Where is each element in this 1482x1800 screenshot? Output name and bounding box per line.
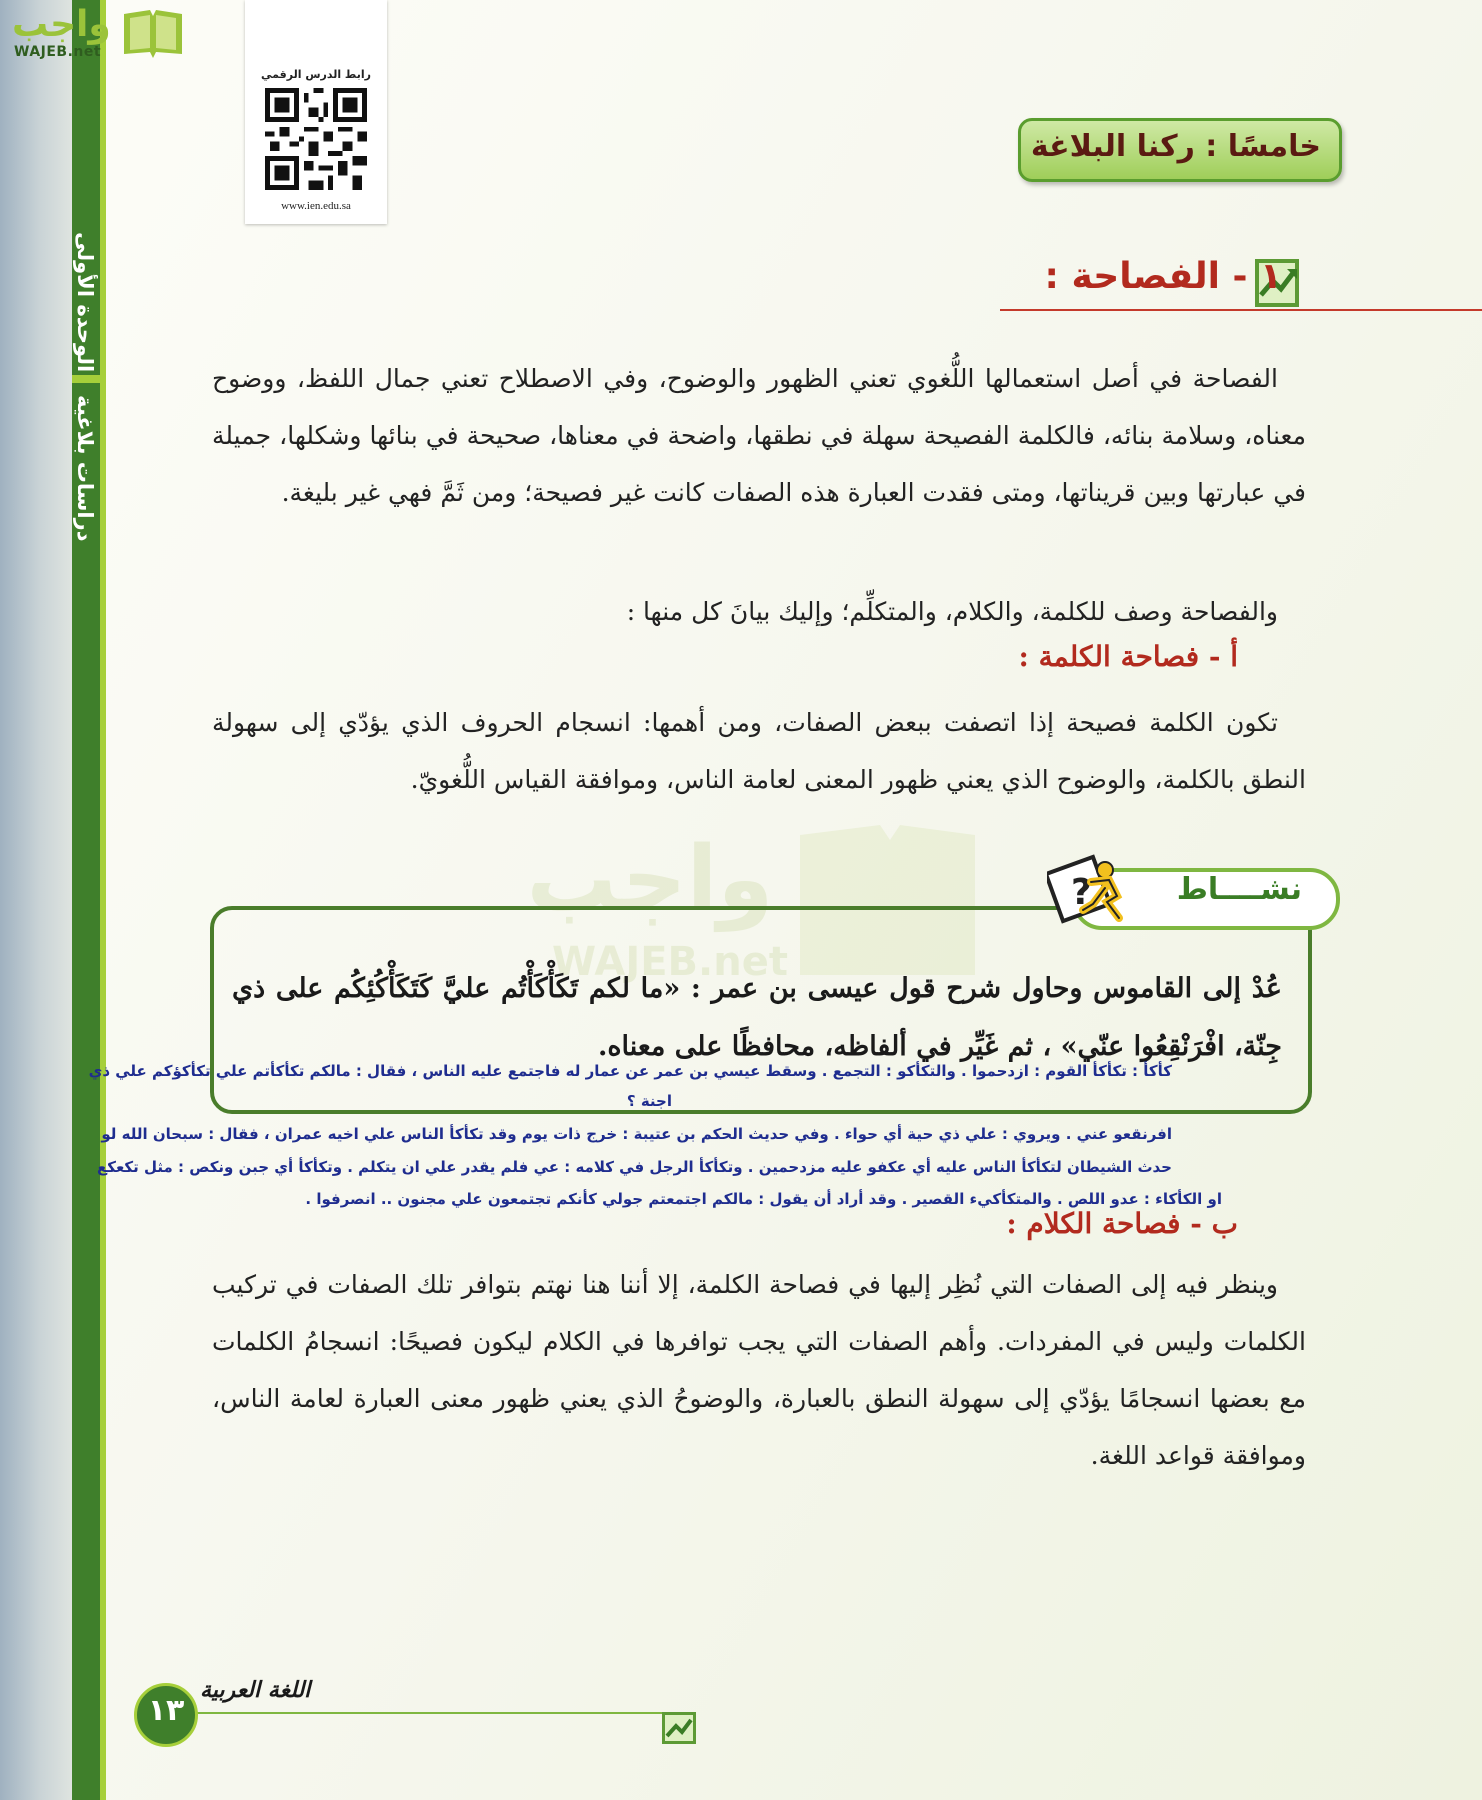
note-line-4: حدث الشيطان لتكأكأ الناس عليه أي عكفو عليه مزدحمين . وتكأكأ الرجل في كلامه : عي فلم يقدر علي ان يتكلم . وتكأكأ أي جبن ونكص : مثل تكعكع: [96, 1158, 1172, 1176]
footer-trend-icon: [660, 1708, 700, 1748]
speech-fasaha-paragraph: وينظر فيه إلى الصفات التي نُظِر إليها في فصاحة الكلمة، إلا أننا هنا نهتم بتوافر تلك الصفات في تركيب الكلمات وليس في المفردات. وأهم الصفات التي يجب توافرها في الكلام ليكون فصيحًا: انسجامُ الكلمات مع بعضها انسجامًا يؤدّي إلى سهولة النطق بالعبارة، والوضوحُ الذي يعني ظهور معنى العبارة لعامة الناس، وموافقة قواعد اللغة.: [212, 1270, 1306, 1470]
activity-text: عُدْ إلى القاموس وحاول شرح قول عيسى بن عمر : «ما لكم تَكَأْكَأْتُم عليَّ كَتَكَأْكُئِكُم على ذي جِنّة، افْرَنْقِعُوا عنّي» ، ثم غَيِّر في ألفاظه، محافظًا على معناه.: [232, 973, 1282, 1062]
svg-text:?: ?: [1071, 872, 1092, 913]
logo-latin: WAJEB.net: [14, 44, 102, 60]
qr-title: رابط الدرس الرقمي: [261, 68, 371, 81]
heading-underline: [1000, 309, 1482, 311]
subheading-word-fasaha: أ - فصاحة الكلمة :: [1018, 640, 1238, 673]
intro-paragraph-2: والفصاحة وصف للكلمة، والكلام، والمتكلِّم؛ وإليك بيانَ كل منها :: [626, 597, 1278, 626]
section-label: دراسات بلاغية: [73, 395, 97, 542]
unit-label: الوحدة الأولى: [73, 232, 97, 373]
footer-line: [190, 1712, 670, 1714]
qr-url[interactable]: www.ien.edu.sa: [281, 200, 351, 212]
word-fasaha-paragraph: تكون الكلمة فصيحة إذا اتصفت ببعض الصفات، ومن أهمها: انسجام الحروف الذي يؤدّي إلى سهولة النطق بالكلمة، والوضوح الذي يعني ظهور المعنى لعامة الناس، وموافقة القياس اللُّغويّ.: [212, 708, 1306, 794]
qr-card[interactable]: [245, 0, 387, 224]
note-line-3: افرنقعو عني . ويروي : علي ذي حية أي حواء . وفي حديث الحكم بن عتيبة : خرج ذات يوم وقد تكأكأ الناس علي اخيه عمران ، فقال : سبحان الله لو: [101, 1125, 1172, 1143]
side-lime-bar: [100, 0, 106, 1800]
activity-label: نشــــاط: [1176, 872, 1302, 907]
svg-text:WAJEB.net: WAJEB.net: [552, 939, 788, 985]
heading-fasaha: ١ - الفصاحة :: [1044, 256, 1282, 297]
left-decorative-strip: [0, 0, 72, 1800]
subheading-speech-fasaha: ب - فصاحة الكلام :: [1006, 1207, 1238, 1240]
book-logo-icon: [120, 6, 186, 60]
intro-paragraph: الفصاحة في أصل استعمالها اللُّغوي تعني الظهور والوضوح، وفي الاصطلاح تعني جمال اللفظ، ووضوح معناه، وسلامة بنائه، فالكلمة الفصيحة سهلة في نطقها، واضحة في معناها، صحيحة في بنائها وشكلها، جميلة في عبارتها وبين قريناتها، ومتى فقدت العبارة هذه الصفات كانت غير فصيحة؛ ومن ثَمَّ فهي غير بليغة.: [212, 364, 1306, 507]
section-banner: [1018, 118, 1342, 182]
svg-text:واجب: واجب: [526, 827, 774, 932]
page-number: ١٣: [147, 1693, 185, 1728]
activity-runner-icon: [1047, 852, 1131, 932]
banner-title: خامسًا : ركنا البلاغة: [1030, 129, 1321, 164]
note-line-1: كأكأ : تكأكأ القوم : ازدحموا . والتكأكو : التجمع . وسقط عيسي بن عمر عن عمار له فاجتمع عليه الناس ، فقال : مالكم تكأكأتم علي تكأكؤكم علي ذي: [88, 1062, 1172, 1080]
logo-text: واجب: [12, 4, 111, 45]
side-separator: [72, 375, 106, 383]
note-line-5: او الكأكاء : عدو اللص . والمتكأكيء القصير . وقد أراد أن يقول : مالكم اجتمعتم جولي كأنكم تجتمعون علي مجنون .. انصرفوا .: [305, 1190, 1222, 1208]
qr-code-icon: [265, 88, 367, 190]
footer-subject: اللغة العربية: [200, 1678, 311, 1703]
note-line-2: اجنة ؟: [626, 1092, 672, 1110]
